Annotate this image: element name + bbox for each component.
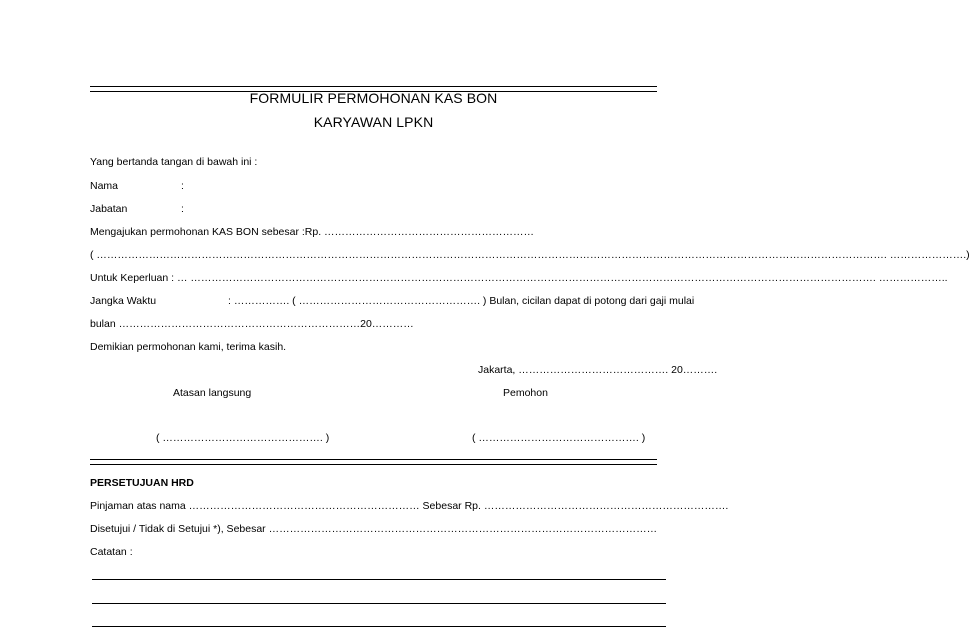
pemohon-label: Pemohon (503, 387, 548, 399)
disetujui-line: Disetujui / Tidak di Setujui *), Sebesar ………………………………………………………………………………………………… (90, 523, 658, 535)
terbilang-line: ( ………………………………………………………………………………………………………………………………………………………………………………………………………. ………………….) (90, 249, 970, 261)
middle-double-rule (90, 459, 657, 465)
catatan-line-1 (92, 579, 666, 580)
pinjaman-line: Pinjaman atas nama ………………………………………………………… Sebesar Rp. ……………………………………………………………. (90, 500, 729, 512)
keperluan-line: Untuk Keperluan : … ……………………………………………………………………………………………………………………………………………………………………………. ……………….. (90, 272, 948, 284)
nama-colon: : (181, 180, 184, 192)
catatan-line-2 (92, 603, 666, 604)
form-title-line2: KARYAWAN LPKN (313, 114, 434, 130)
jabatan-label: Jabatan (90, 203, 128, 215)
atasan-signature-line: ( ………………………………………. ) (156, 432, 330, 444)
atasan-label: Atasan langsung (173, 387, 252, 399)
jabatan-colon: : (181, 203, 184, 215)
mengajukan-line: Mengajukan permohonan KAS BON sebesar :Rp. …………………………………………………… (90, 226, 535, 238)
catatan-line-3 (92, 626, 666, 627)
hrd-heading: PERSETUJUAN HRD (90, 477, 194, 489)
form-title-line1: FORMULIR PERMOHONAN KAS BON (249, 90, 498, 106)
nama-label: Nama (90, 180, 119, 192)
place-date-line: Jakarta, ……………………………………. 20………. (478, 364, 718, 376)
intro-text: Yang bertanda tangan di bawah ini : (90, 156, 258, 168)
closing-text: Demikian permohonan kami, terima kasih. (90, 341, 287, 353)
bulan-line: bulan ……………………………………………………………20………… (90, 318, 414, 330)
jangka-value: : ……………. ( ……………………………………………. ) Bulan, cicilan dapat di potong dari gaji mulai (228, 295, 695, 307)
pemohon-signature-line: ( ………………………………………. ) (472, 432, 646, 444)
catatan-label: Catatan : (90, 546, 133, 558)
jangka-label: Jangka Waktu (90, 295, 157, 307)
